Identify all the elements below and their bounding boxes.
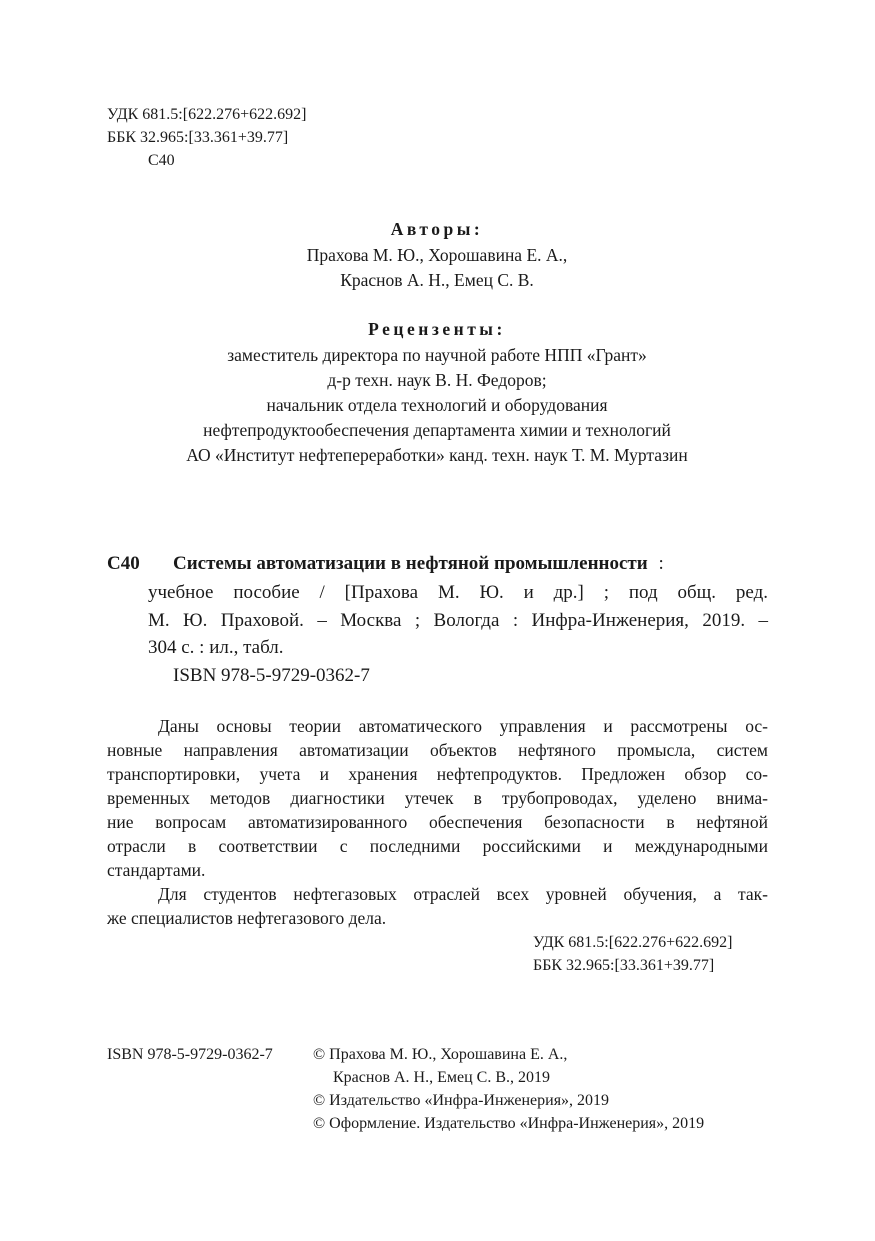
udk-code: УДК 681.5:[622.276+622.692]: [107, 106, 307, 123]
bibliography-line-2: М. Ю. Праховой. – Москва ; Вологда : Инфра-Инженерия, 2019. –: [148, 610, 768, 631]
abstract-line-1: Даны основы теории автоматического управления и рассмотрены ос-: [158, 716, 768, 736]
copyright-line-1: © Прахова М. Ю., Хорошавина Е. А.,: [313, 1046, 568, 1063]
bibliography-title: Системы автоматизации в нефтяной промышленности: [173, 553, 648, 574]
copyright-isbn: ISBN 978-5-9729-0362-7: [107, 1046, 273, 1063]
bibliography-line-3: 304 с. : ил., табл.: [148, 637, 284, 658]
abstract-udk: УДК 681.5:[622.276+622.692]: [533, 934, 733, 951]
abstract-line-3: транспортировки, учета и хранения нефтепродуктов. Предложен обзор со-: [107, 764, 768, 784]
authors-heading: Авторы:: [390, 219, 484, 239]
abstract-line-4: временных методов диагностики утечек в трубопроводах, уделено внима-: [107, 788, 768, 808]
author-mark: С40: [148, 152, 175, 169]
bibliography-line-1: учебное пособие / [Прахова М. Ю. и др.] ; под общ. ред.: [148, 582, 768, 603]
reviewers-line-3: начальник отдела технологий и оборудования: [266, 395, 608, 415]
abstract-bbk: ББК 32.965:[33.361+39.77]: [533, 957, 715, 974]
reviewers-line-2: д-р техн. наук В. Н. Федоров;: [327, 370, 547, 390]
abstract-line-5: ние вопросам автоматизированного обеспечения безопасности в нефтяной: [107, 812, 768, 832]
bibliography-title-row: [173, 550, 664, 577]
copyright-line-4: © Оформление. Издательство «Инфра-Инженерия», 2019: [313, 1115, 705, 1132]
abstract-line-9: же специалистов нефтегазового дела.: [107, 908, 387, 928]
reviewers-line-4: нефтепродуктообеспечения департамента химии и технологий: [203, 420, 671, 440]
bibliography-mark: С40: [107, 553, 140, 574]
bibliography-isbn: ISBN 978-5-9729-0362-7: [173, 665, 370, 686]
authors-line-1: Прахова М. Ю., Хорошавина Е. А.,: [306, 245, 568, 265]
reviewers-line-1: заместитель директора по научной работе НПП «Грант»: [227, 345, 647, 365]
bbk-code: ББК 32.965:[33.361+39.77]: [107, 129, 289, 146]
copyright-line-2: Краснов А. Н., Емец С. В., 2019: [333, 1069, 551, 1086]
bibliography-title-suffix: :: [658, 553, 664, 574]
abstract-line-7: стандартами.: [107, 860, 206, 880]
copyright-line-3: © Издательство «Инфра-Инженерия», 2019: [313, 1092, 610, 1109]
reviewers-line-5: АО «Институт нефтепереработки» канд. техн. наук Т. М. Муртазин: [186, 445, 688, 465]
abstract-line-6: отрасли в соответствии с последними российскими и международными: [107, 836, 768, 856]
abstract-line-2: новные направления автоматизации объектов нефтяного промысла, систем: [107, 740, 768, 760]
authors-line-2: Краснов А. Н., Емец С. В.: [340, 270, 534, 290]
reviewers-heading: Рецензенты:: [368, 319, 506, 339]
abstract-line-8: Для студентов нефтегазовых отраслей всех уровней обучения, а так-: [158, 884, 768, 904]
